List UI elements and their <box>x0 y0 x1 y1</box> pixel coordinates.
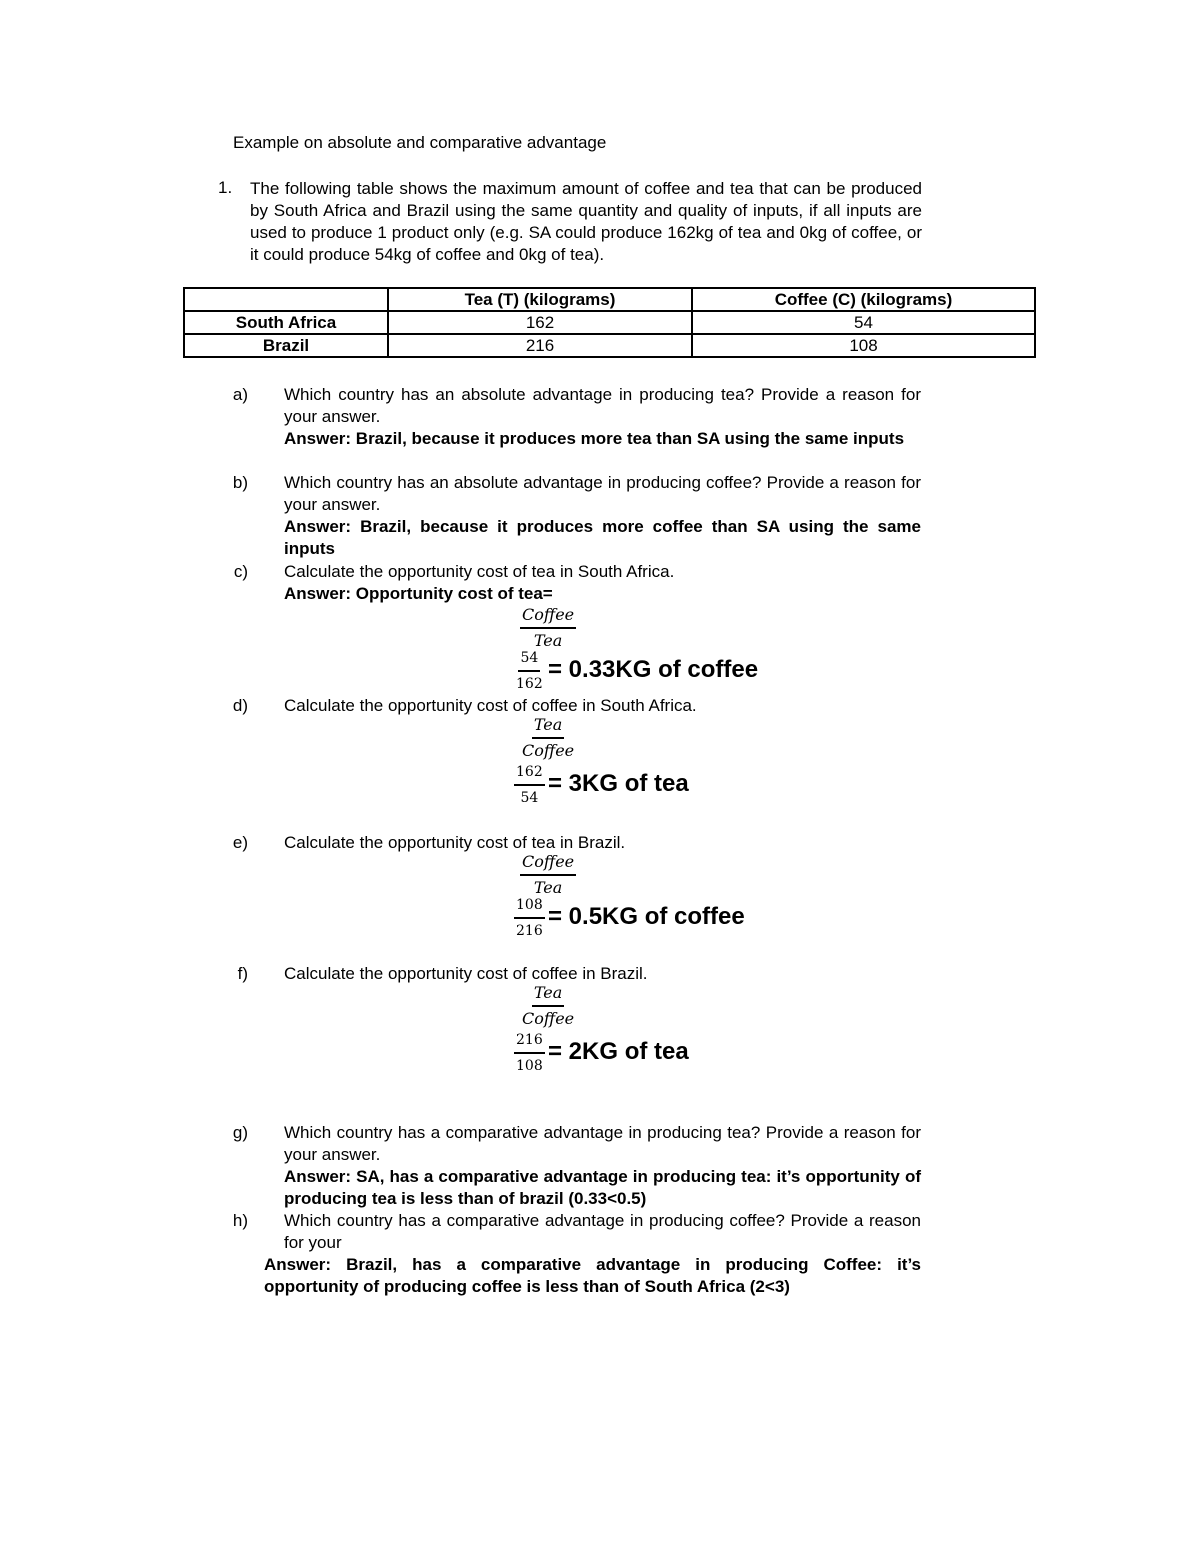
table-row-header: Brazil <box>184 334 388 357</box>
part-c-letter: c) <box>233 562 248 581</box>
value-fraction <box>514 1031 545 1075</box>
fraction-denominator: Coffee <box>522 741 575 760</box>
part-b-letter: b) <box>232 473 248 492</box>
part-a-question: Which country has an absolute advantage in producing tea? Provide a reason for your answer. <box>284 385 921 426</box>
table-row <box>184 334 1035 357</box>
result-text: = 0.5KG of coffee <box>548 903 745 930</box>
part-d-letter: d) <box>232 696 248 715</box>
part-f-letter: f) <box>237 964 248 983</box>
formula-fraction <box>520 716 576 760</box>
value-fraction <box>514 896 545 940</box>
part-e-letter: e) <box>232 833 248 852</box>
fraction-denominator: 216 <box>516 923 543 939</box>
part-g-answer: Answer: SA, has a comparative advantage in producing tea: it’s opportunity of producing tea is less than of brazil (0.33<0.5) <box>284 1167 921 1208</box>
fraction-numerator: 216 <box>514 1031 545 1054</box>
fraction-denominator: Tea <box>533 631 563 650</box>
table-cell: 162 <box>388 311 692 334</box>
fraction-numerator: Coffee <box>520 606 576 629</box>
table-row-header: South Africa <box>184 311 388 334</box>
question-number: 1. <box>218 178 233 197</box>
part-d-question: Calculate the opportunity cost of coffee in South Africa. <box>284 696 697 715</box>
fraction-denominator: 54 <box>520 790 539 806</box>
fraction-numerator: 108 <box>514 896 545 919</box>
fraction-numerator: Tea <box>532 984 564 1007</box>
part-f-question: Calculate the opportunity cost of coffee in Brazil. <box>284 964 648 983</box>
formula-fraction <box>520 606 576 650</box>
part-b <box>284 472 921 560</box>
part-a-letter: a) <box>232 385 248 404</box>
part-a-answer: Answer: Brazil, because it produces more tea than SA using the same inputs <box>284 429 905 448</box>
part-c <box>284 561 921 605</box>
part-b-answer: Answer: Brazil, because it produces more coffee than SA using the same inputs <box>284 517 921 558</box>
fraction-denominator: 108 <box>516 1058 543 1074</box>
part-h-answer: Answer: Brazil, has a comparative advantage in producing Coffee: it’s opportunity of producing coffee is less than of South Africa (2<3) <box>264 1255 921 1296</box>
table-cell: 54 <box>692 311 1035 334</box>
production-table <box>183 287 1036 358</box>
fraction-numerator: Tea <box>532 716 564 739</box>
part-g-question: Which country has a comparative advantage in producing tea? Provide a reason for your answer. <box>284 1123 921 1164</box>
part-c-answer: Answer: Opportunity cost of tea= <box>284 584 553 603</box>
result-text: = 0.33KG of coffee <box>548 656 759 683</box>
fraction-numerator: 162 <box>514 763 545 786</box>
table-header-cell: Tea (T) (kilograms) <box>388 288 692 311</box>
table-row <box>184 311 1035 334</box>
value-fraction <box>514 763 545 807</box>
table-cell: 216 <box>388 334 692 357</box>
question-intro: The following table shows the maximum amount of coffee and tea that can be produced by South Africa and Brazil using the same quantity and quality of inputs, if all inputs are used to produce 1 product only (e.g. SA could produce 162kg of tea and 0kg of coffee, or it could produce 54kg of coffee and 0kg of tea). <box>250 179 922 264</box>
part-b-question: Which country has an absolute advantage in producing coffee? Provide a reason for your answer. <box>284 473 921 514</box>
part-a <box>284 384 921 450</box>
part-g-letter: g) <box>232 1123 248 1142</box>
part-c-question: Calculate the opportunity cost of tea in South Africa. <box>284 562 675 581</box>
formula-fraction <box>520 984 576 1028</box>
table-header-row <box>184 288 1035 311</box>
part-h-letter: h) <box>232 1211 248 1230</box>
fraction-denominator: Coffee <box>522 1009 575 1028</box>
document-title: Example on absolute and comparative advantage <box>233 133 607 152</box>
table-cell: 108 <box>692 334 1035 357</box>
table-header-cell <box>184 288 388 311</box>
part-g <box>284 1122 921 1210</box>
result-text: = 3KG of tea <box>548 770 689 797</box>
part-e-question: Calculate the opportunity cost of tea in Brazil. <box>284 833 626 852</box>
formula-fraction <box>520 853 576 897</box>
fraction-numerator: 54 <box>518 649 540 672</box>
part-h-question: Which country has a comparative advantage in producing coffee? Provide a reason for your <box>284 1211 921 1252</box>
fraction-numerator: Coffee <box>520 853 576 876</box>
fraction-denominator: 162 <box>516 676 543 692</box>
result-text: = 2KG of tea <box>548 1038 689 1065</box>
value-fraction <box>514 649 545 693</box>
table-header-cell: Coffee (C) (kilograms) <box>692 288 1035 311</box>
fraction-denominator: Tea <box>533 878 563 897</box>
